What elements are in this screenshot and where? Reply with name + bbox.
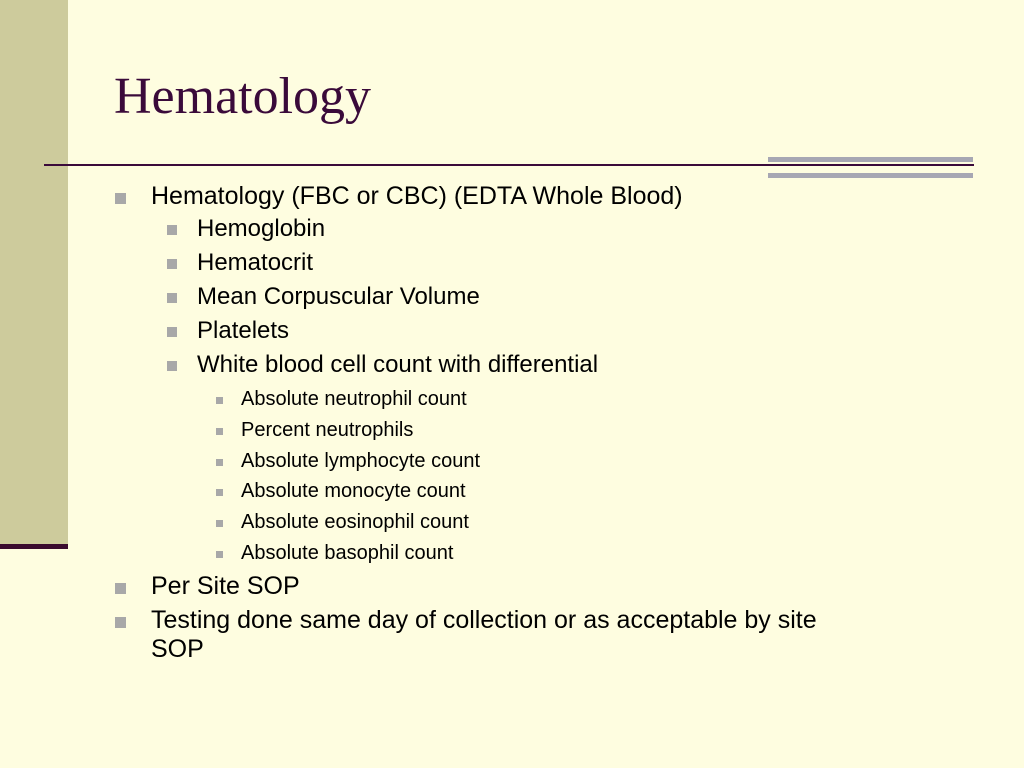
square-bullet-icon xyxy=(115,617,126,628)
square-bullet-icon xyxy=(167,259,177,269)
square-bullet-icon xyxy=(167,293,177,303)
square-bullet-icon xyxy=(167,327,177,337)
bullet-text: Percent neutrophils xyxy=(241,419,414,441)
bullet-text: Hemoglobin xyxy=(197,215,326,242)
square-bullet-icon xyxy=(115,583,126,594)
decor-grey-bar-top xyxy=(768,157,973,162)
square-bullet-icon xyxy=(216,397,223,404)
slide-title: Hematology xyxy=(114,68,372,125)
square-bullet-icon xyxy=(115,193,126,204)
bullet-text: Per Site SOP xyxy=(151,572,300,600)
square-bullet-icon xyxy=(216,489,223,496)
square-bullet-icon xyxy=(216,551,223,558)
bullet-text: Mean Corpuscular Volume xyxy=(197,283,480,310)
bullet-text: Absolute neutrophil count xyxy=(241,388,467,410)
bullet-text-continuation: SOP xyxy=(151,635,204,663)
bullet-text: Absolute basophil count xyxy=(241,542,454,564)
decor-grey-bar-bottom xyxy=(768,173,973,178)
bullet-text: Hematocrit xyxy=(197,249,314,276)
bullet-text: White blood cell count with differential xyxy=(197,351,599,378)
side-decor-band xyxy=(0,0,68,545)
square-bullet-icon xyxy=(167,225,177,235)
bullet-text: Hematology (FBC or CBC) (EDTA Whole Blood) xyxy=(151,182,683,210)
square-bullet-icon xyxy=(216,459,223,466)
bullet-text: Absolute monocyte count xyxy=(241,480,466,502)
bullet-text: Absolute eosinophil count xyxy=(241,511,469,533)
bullet-text: Testing done same day of collection or as acceptable by site xyxy=(151,606,817,634)
square-bullet-icon xyxy=(216,428,223,435)
side-accent-bar xyxy=(0,544,68,549)
square-bullet-icon xyxy=(216,520,223,527)
title-divider xyxy=(44,164,974,166)
bullet-text: Absolute lymphocyte count xyxy=(241,450,481,472)
bullet-text: Platelets xyxy=(197,317,290,344)
square-bullet-icon xyxy=(167,361,177,371)
